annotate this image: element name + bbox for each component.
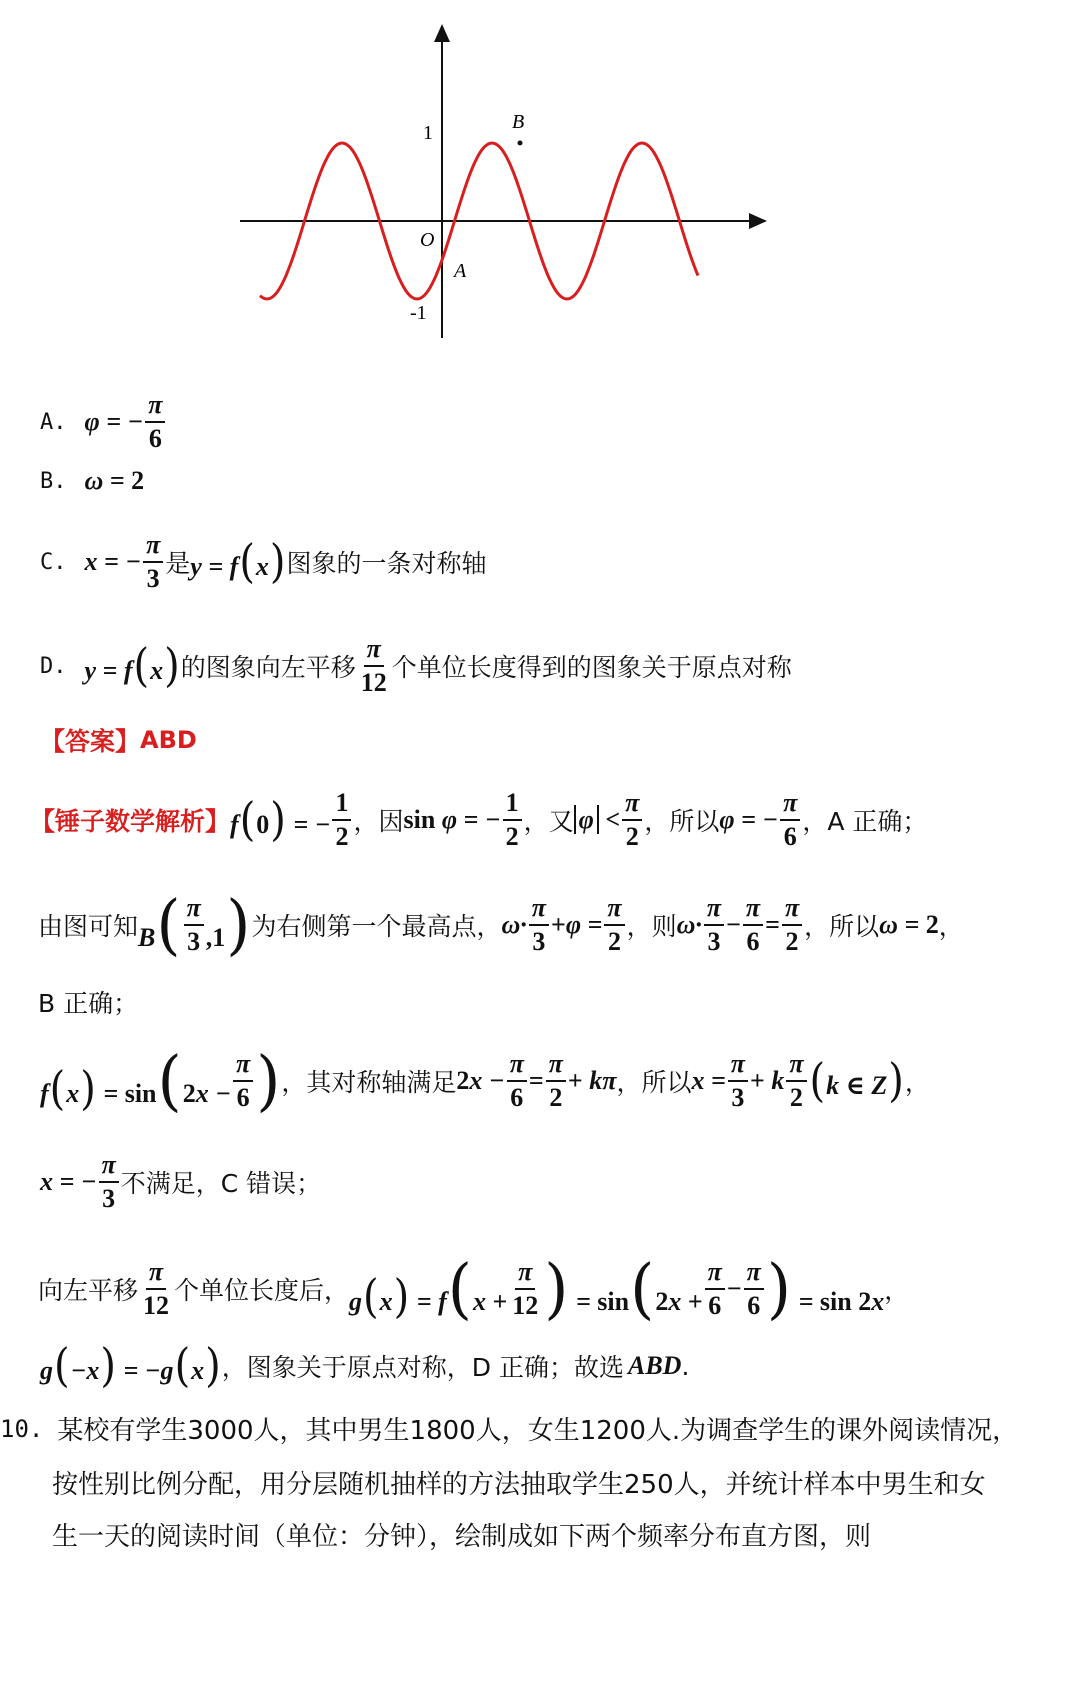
question-10-text-1: 某校有学生3000人，其中男生1800人，女生1200人.为调查学生的课外阅读情况， bbox=[57, 1416, 1019, 1446]
point-b-dot bbox=[518, 141, 523, 146]
tick-label-neg-one: -1 bbox=[410, 302, 427, 324]
analysis-label: 【锤子数学解析】 bbox=[30, 807, 231, 836]
analysis-line-7: g(−x) = −g(x) ，图象关于原点对称，D 正确；故选 ABD . bbox=[40, 1339, 690, 1393]
question-10-text-3: 生一天的阅读时间（单位：分钟），绘制成如下两个频率分布直方图，则 bbox=[52, 1522, 872, 1552]
option-c-text2: 图象的一条对称轴 bbox=[286, 549, 487, 578]
analysis-line-1: 【锤子数学解析】 f(0) = − $\frac{1}{2}$ ，因 sin φ = − $\frac{1}{2}$ ，又 φ < $\frac{\pi}{2}$ ，所以 φ = − $\frac{\pi}{6}$ ，A 正确； bbox=[30, 788, 928, 851]
analysis-line-6: 向左平移 $\frac{\pi}{12}$ 个单位长度后， g(x) = f(x + $\frac{\pi}{12}$ ) = sin(2x + $\frac{\pi}{6}$ − $\frac{\pi}{6}$ ) = sin 2x ， bbox=[38, 1250, 910, 1327]
answer-label: 【答案】 bbox=[40, 727, 141, 756]
analysis-line-5: x = − $\frac{\pi}{3}$ 不满足，C 错误； bbox=[40, 1150, 322, 1213]
option-d-label: D. bbox=[40, 653, 67, 679]
sine-graph bbox=[240, 20, 800, 360]
analysis-line-2: 由图可知 B( $\frac{\pi}{3}$ ,1) 为右侧第一个最高点， ω· $\frac{\pi}{3}$ +φ = $\frac{\pi}{2}$ ，则 ω· $\frac{\pi}{3}$ − $\frac{\pi}{6}$ = $\frac{\pi}{2}$ ，所以 ω = 2 ， bbox=[38, 886, 964, 963]
option-d: D. y = f(x) 的图象向左平移 $\frac{\pi}{12}$ 个单位长度得到的图象关于原点对称 bbox=[40, 634, 792, 697]
option-b-label: B. bbox=[40, 468, 67, 494]
option-d-text2: 个单位长度得到的图象关于原点对称 bbox=[391, 653, 792, 682]
origin-label: O bbox=[420, 229, 435, 251]
option-c: C. x = − $\frac{\pi}{3}$ 是 y = f(x) 图象的一条对称轴 bbox=[40, 530, 487, 593]
option-a-label: A. bbox=[40, 409, 67, 435]
question-10-line-3 bbox=[52, 1516, 871, 1553]
point-a-label: A bbox=[454, 260, 467, 282]
analysis-line-4: f(x) = sin(2x − $\frac{\pi}{6}$ ) ，其对称轴满足 2x − $\frac{\pi}{6}$ = $\frac{\pi}{2}$ + kπ ，所以 x = $\frac{\pi}{3}$ + k $\frac{\pi}{2}$ (k ∈ Z) ， bbox=[40, 1042, 930, 1119]
point-b-label: B bbox=[512, 111, 525, 133]
answer-value: ABD bbox=[140, 726, 197, 754]
option-c-label: C. bbox=[40, 549, 67, 575]
tick-label-one: 1 bbox=[423, 122, 433, 144]
analysis-line-3: B 正确； bbox=[38, 989, 139, 1018]
option-b: B. ω = 2 bbox=[40, 466, 145, 495]
question-10-line-1 bbox=[0, 1410, 1018, 1447]
question-number: 10. bbox=[0, 1414, 44, 1443]
answer-line bbox=[40, 722, 197, 758]
option-a: A. φ = − $\frac{\pi}{6}$ bbox=[40, 392, 167, 452]
option-c-text: 是 bbox=[165, 549, 191, 578]
question-10-line-2 bbox=[52, 1464, 986, 1501]
option-d-text1: 的图象向左平移 bbox=[180, 653, 356, 682]
question-10-text-2: 按性别比例分配，用分层随机抽样的方法抽取学生250人，并统计样本中男生和女 bbox=[52, 1470, 986, 1500]
